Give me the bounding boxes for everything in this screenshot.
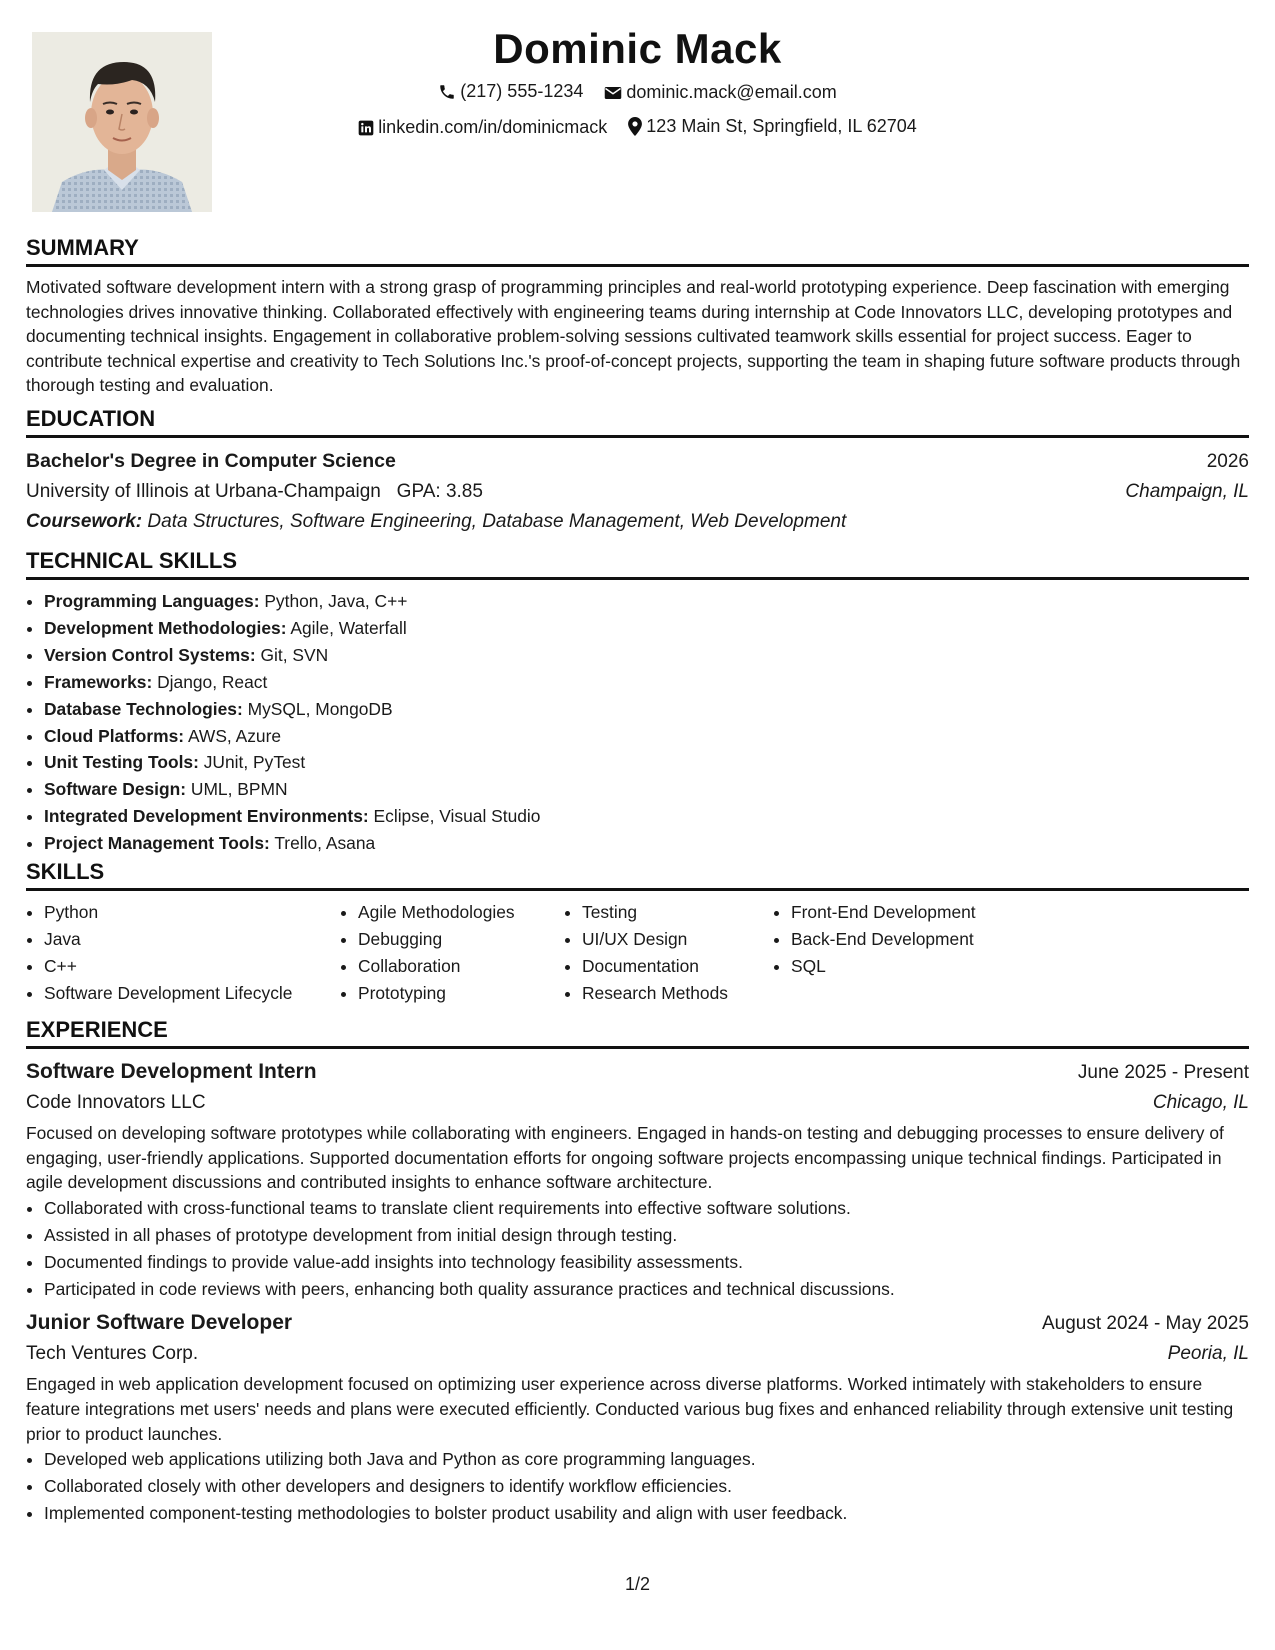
- education-school-row: [26, 477, 1249, 507]
- candidate-name: Dominic Mack: [493, 25, 782, 72]
- skill-category-label: Project Management Tools:: [44, 833, 270, 854]
- coursework-list: Data Structures, Software Engineering, Database Management, Web Development: [147, 511, 847, 532]
- job-title-row: [26, 1308, 1249, 1339]
- phone-number: (217) 555-1234: [460, 81, 584, 101]
- skills-section: [26, 858, 1249, 1007]
- job-dates: August 2024 - May 2025: [1041, 1313, 1249, 1335]
- phone-contact: [438, 76, 583, 107]
- graduation-year: 2026: [1206, 451, 1249, 472]
- skill-category-value: Git, SVN: [260, 644, 329, 665]
- list-item: • Collaboration: [358, 953, 564, 980]
- list-item: [44, 669, 1249, 696]
- list-item: • Collaborated closely with other developers and designers to identify workflow efficiencies.: [44, 1473, 1249, 1500]
- education-section: [26, 405, 1249, 537]
- contact-row-2: [0, 111, 1275, 146]
- skill-category-label: Integrated Development Environments:: [44, 806, 369, 827]
- experience-section: [26, 1016, 1249, 1527]
- skill-category-value: Agile, Waterfall: [290, 617, 407, 638]
- summary-section: [26, 234, 1249, 398]
- linkedin-contact[interactable]: [358, 112, 607, 143]
- job-entry: [26, 1057, 1249, 1302]
- skill-category-label: Cloud Platforms:: [44, 725, 185, 746]
- school-location: Champaign, IL: [1125, 481, 1249, 502]
- list-item: • Agile Methodologies: [358, 899, 564, 926]
- list-item: • Front-End Development: [791, 899, 1051, 926]
- list-item: • Documentation: [582, 953, 773, 980]
- list-item: • Software Development Lifecycle: [44, 980, 340, 1007]
- degree-name: Bachelor's Degree in Computer Science: [26, 450, 396, 472]
- school-name: University of Illinois at Urbana-Champaign: [26, 481, 381, 502]
- skills-column-4: [773, 899, 1051, 1007]
- list-item: • Testing: [582, 899, 773, 926]
- email-contact[interactable]: [604, 77, 836, 108]
- section-title: SKILLS: [26, 858, 1249, 891]
- linkedin-icon: [358, 120, 374, 136]
- job-company: Tech Ventures Corp.: [26, 1343, 199, 1365]
- job-description: Engaged in web application development focused on optimizing user experience across diverse platforms. Worked intimately with stakeholders to ensure feature integrations met users' needs and plans were executed efficiently. Conducted various bug fixes and enhanced reliability through extensive unit testing prior to product launches.: [26, 1374, 1234, 1444]
- coursework-label: Coursework:: [26, 511, 143, 532]
- list-item: [44, 696, 1249, 723]
- linkedin-url[interactable]: linkedin.com/in/dominicmack: [378, 117, 608, 137]
- skill-category-value: Python, Java, C++: [264, 591, 408, 611]
- list-item: • Collaborated with cross-functional teams to translate client requirements into effective software solutions.: [44, 1195, 1249, 1222]
- job-entry: [26, 1308, 1249, 1527]
- list-item: [44, 749, 1249, 776]
- section-title: EDUCATION: [26, 405, 1249, 438]
- job-company-row: [26, 1088, 1249, 1118]
- phone-icon: [438, 83, 456, 101]
- list-item: [44, 615, 1249, 642]
- skill-category-value: MySQL, MongoDB: [247, 698, 393, 719]
- list-item: [44, 776, 1249, 803]
- list-item: • Java: [44, 926, 340, 953]
- job-company: Code Innovators LLC: [26, 1092, 206, 1113]
- job-company-row: [26, 1339, 1249, 1369]
- map-pin-icon: [628, 117, 642, 136]
- list-item: [44, 723, 1249, 750]
- education-degree-row: [26, 446, 1249, 477]
- email-address[interactable]: dominic.mack@email.com: [626, 82, 837, 102]
- skill-category-label: Frameworks:: [44, 671, 153, 692]
- contact-row-1: [0, 76, 1275, 111]
- skill-category-value: AWS, Azure: [187, 725, 282, 746]
- technical-skills-section: [26, 547, 1249, 857]
- skill-category-label: Programming Languages:: [44, 591, 260, 611]
- technical-skills-list: [26, 588, 1249, 857]
- list-item: [44, 830, 1249, 857]
- skill-category-label: Unit Testing Tools:: [44, 752, 199, 773]
- coursework: [26, 507, 1249, 537]
- list-item: • Research Methods: [582, 980, 773, 1007]
- skill-category-label: Software Design:: [44, 779, 187, 800]
- list-item: • UI/UX Design: [582, 926, 773, 953]
- job-role: Junior Software Developer: [26, 1311, 293, 1335]
- list-item: • SQL: [791, 953, 1051, 980]
- skill-category-value: JUnit, PyTest: [203, 752, 306, 773]
- skill-category-value: Eclipse, Visual Studio: [373, 806, 541, 827]
- list-item: • Python: [44, 899, 340, 926]
- skill-category-label: Database Technologies:: [44, 698, 243, 719]
- job-bullets: [26, 1446, 1249, 1527]
- skills-column-3: [564, 899, 773, 1007]
- skill-category-value: Trello, Asana: [274, 833, 376, 854]
- page-number: 1/2: [624, 1574, 651, 1594]
- list-item: • C++: [44, 953, 340, 980]
- skill-category-value: UML, BPMN: [190, 779, 288, 800]
- job-title-row: [26, 1057, 1249, 1088]
- job-dates: June 2025 - Present: [1077, 1062, 1249, 1083]
- address-contact: [628, 111, 917, 142]
- list-item: [44, 588, 1249, 615]
- section-title: SUMMARY: [26, 234, 1249, 267]
- job-location: Chicago, IL: [1152, 1092, 1249, 1113]
- gpa: GPA: 3.85: [396, 481, 483, 502]
- envelope-icon: [604, 85, 622, 101]
- job-role: Software Development Intern: [26, 1060, 317, 1083]
- list-item: • Implemented component-testing methodologies to bolster product usability and align with user feedback.: [44, 1500, 1249, 1527]
- list-item: • Assisted in all phases of prototype development from initial design through testing.: [44, 1222, 1249, 1249]
- street-address: 123 Main St, Springfield, IL 62704: [646, 115, 917, 136]
- summary-text: Motivated software development intern with a strong grasp of programming principles and real-world prototyping experience. Deep fascination with emerging technologies drives innovative thinking. Collaborated effectively with engineering teams during internship at Code Innovators LLC, developing prototypes and documenting technical insights. Engagement in collaborative problem-solving sessions cultivated teamwork skills essential for project success. Eager to contribute technical expertise and creativity to Tech Solutions Inc.'s proof-of-concept projects, supporting the team in shaping future software products through thorough testing and evaluation.: [26, 277, 1241, 396]
- list-item: • Prototyping: [358, 980, 564, 1007]
- list-item: [44, 803, 1249, 830]
- skill-category-label: Development Methodologies:: [44, 617, 287, 638]
- list-item: • Participated in code reviews with peers, enhancing both quality assurance practices and technical discussions.: [44, 1276, 1249, 1303]
- job-bullets: [26, 1195, 1249, 1303]
- section-title: TECHNICAL SKILLS: [26, 547, 1249, 580]
- skills-columns: [26, 899, 1249, 1007]
- job-location: Peoria, IL: [1167, 1343, 1249, 1365]
- list-item: [44, 642, 1249, 669]
- skills-column-2: [340, 899, 564, 1007]
- list-item: • Debugging: [358, 926, 564, 953]
- skill-category-label: Version Control Systems:: [44, 644, 256, 665]
- section-title: EXPERIENCE: [26, 1016, 1249, 1049]
- skills-column-1: [26, 899, 340, 1007]
- list-item: • Developed web applications utilizing both Java and Python as core programming languages.: [44, 1446, 1249, 1473]
- resume-header: [0, 22, 1275, 146]
- job-description: Focused on developing software prototypes while collaborating with engineers. Engaged in hands-on testing and debugging processes to ensure delivery of engaging, user-friendly applications. Supported documentation efforts for ongoing software projects encompassing unique technical findings. Participated in agile development discussions and contributed insights to enhance software architecture.: [26, 1123, 1224, 1193]
- skill-category-value: Django, React: [157, 671, 268, 692]
- list-item: • Back-End Development: [791, 926, 1051, 953]
- list-item: • Documented findings to provide value-add insights into technology feasibility assessments.: [44, 1249, 1249, 1276]
